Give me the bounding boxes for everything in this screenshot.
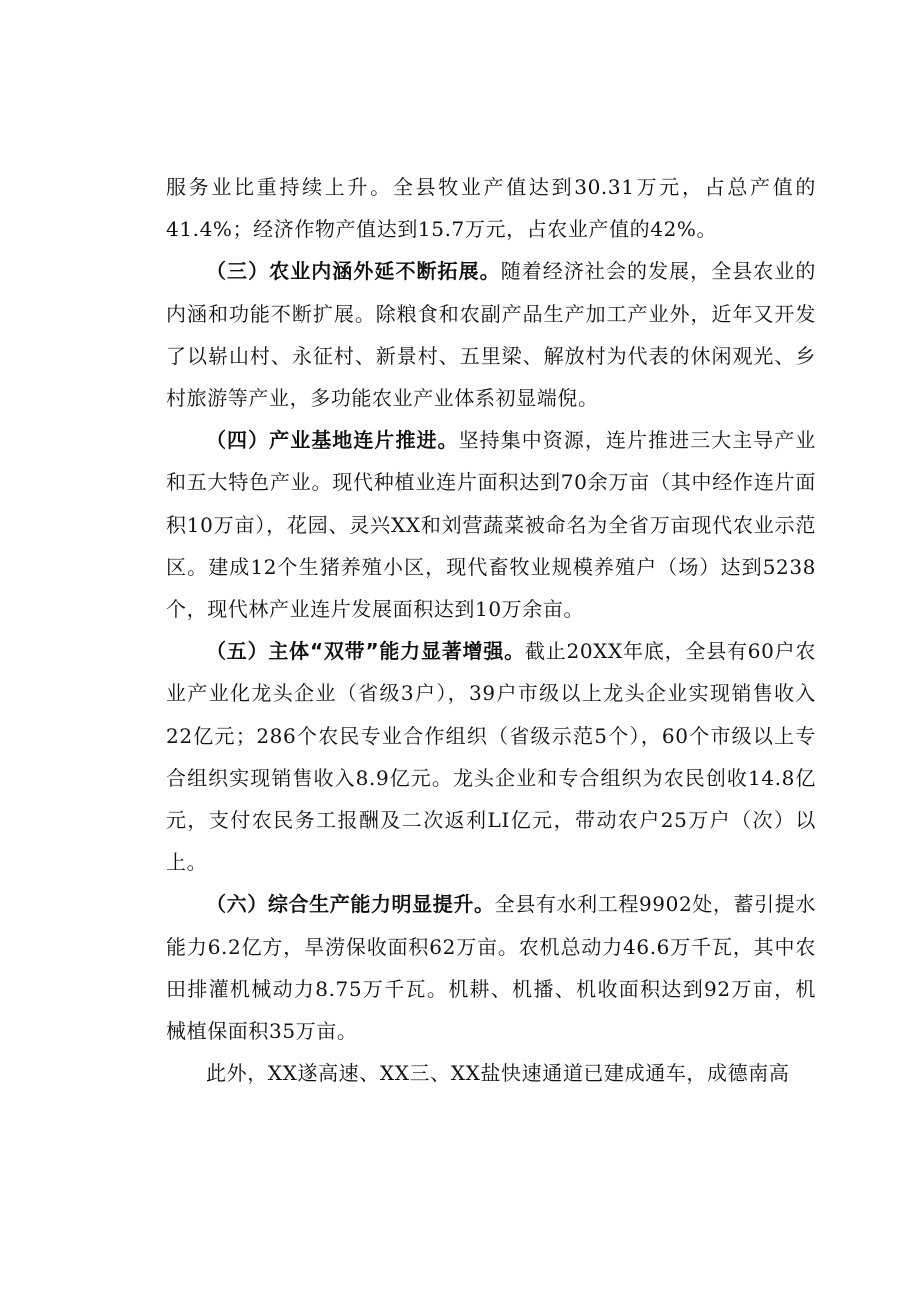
paragraph-section-3 [166,250,816,419]
section-heading: （五）主体“双带”能力显著增强。 [206,639,525,664]
paragraph-continuation [166,166,816,250]
section-heading: （四）产业基地连片推进。 [206,428,459,453]
paragraph-section-5 [166,630,816,883]
paragraph-closing [166,1052,816,1094]
paragraph-text: 全县有水利工程9902处，蓄引提水能力6.2亿方，旱涝保收面积62万亩。农机总动力46.6万千瓦，其中农田排灌机械动力8.75万千瓦。机耕、机播、机收面积达到92万亩，机械植保面积35万亩。 [166,892,816,1044]
paragraph-text: 截止20XX年底，全县有60户农业产业化龙头企业（省级3户），39户市级以上龙头企业实现销售收入22亿元；286个农民专业合作组织（省级示范5个），60个市级以上专合组织实现销售收入8.9亿元。龙头企业和专合组织为农民创收14.8亿元，支付农民务工报酬及二次返利LI亿元，带动农户25万户（次）以上。 [166,639,817,875]
paragraph-section-4 [166,419,816,630]
paragraph-text: 服务业比重持续上升。全县牧业产值达到30.31万元，占总产值的41.4%；经济作物产值达到15.7万元，占农业产值的42%。 [166,175,816,242]
paragraph-text: 随着经济社会的发展，全县农业的内涵和功能不断扩展。除粮食和农副产品生产加工产业外，近年又开发了以崭山村、永征村、新景村、五里梁、解放村为代表的休闲观光、乡村旅游等产业，多功能农业产业体系初显端倪。 [166,259,816,411]
document-body [166,166,816,1094]
paragraph-section-6 [166,883,816,1052]
section-heading: （三）农业内涵外延不断拓展。 [206,259,501,284]
paragraph-text: 此外，XX遂高速、XX三、XX盐快速通道已建成通车，成德南高 [206,1061,790,1086]
section-heading: （六）综合生产能力明显提升。 [206,892,495,917]
paragraph-text: 坚持集中资源，连片推进三大主导产业和五大特色产业。现代种植业连片面积达到70余万亩（其中经作连片面积10万亩），花园、灵兴XX和刘营蔬菜被命名为全省万亩现代农业示范区。建成12个生猪养殖小区，现代畜牧业规模养殖户（场）达到5238个，现代林产业连片发展面积达到10万余亩。 [166,428,817,622]
